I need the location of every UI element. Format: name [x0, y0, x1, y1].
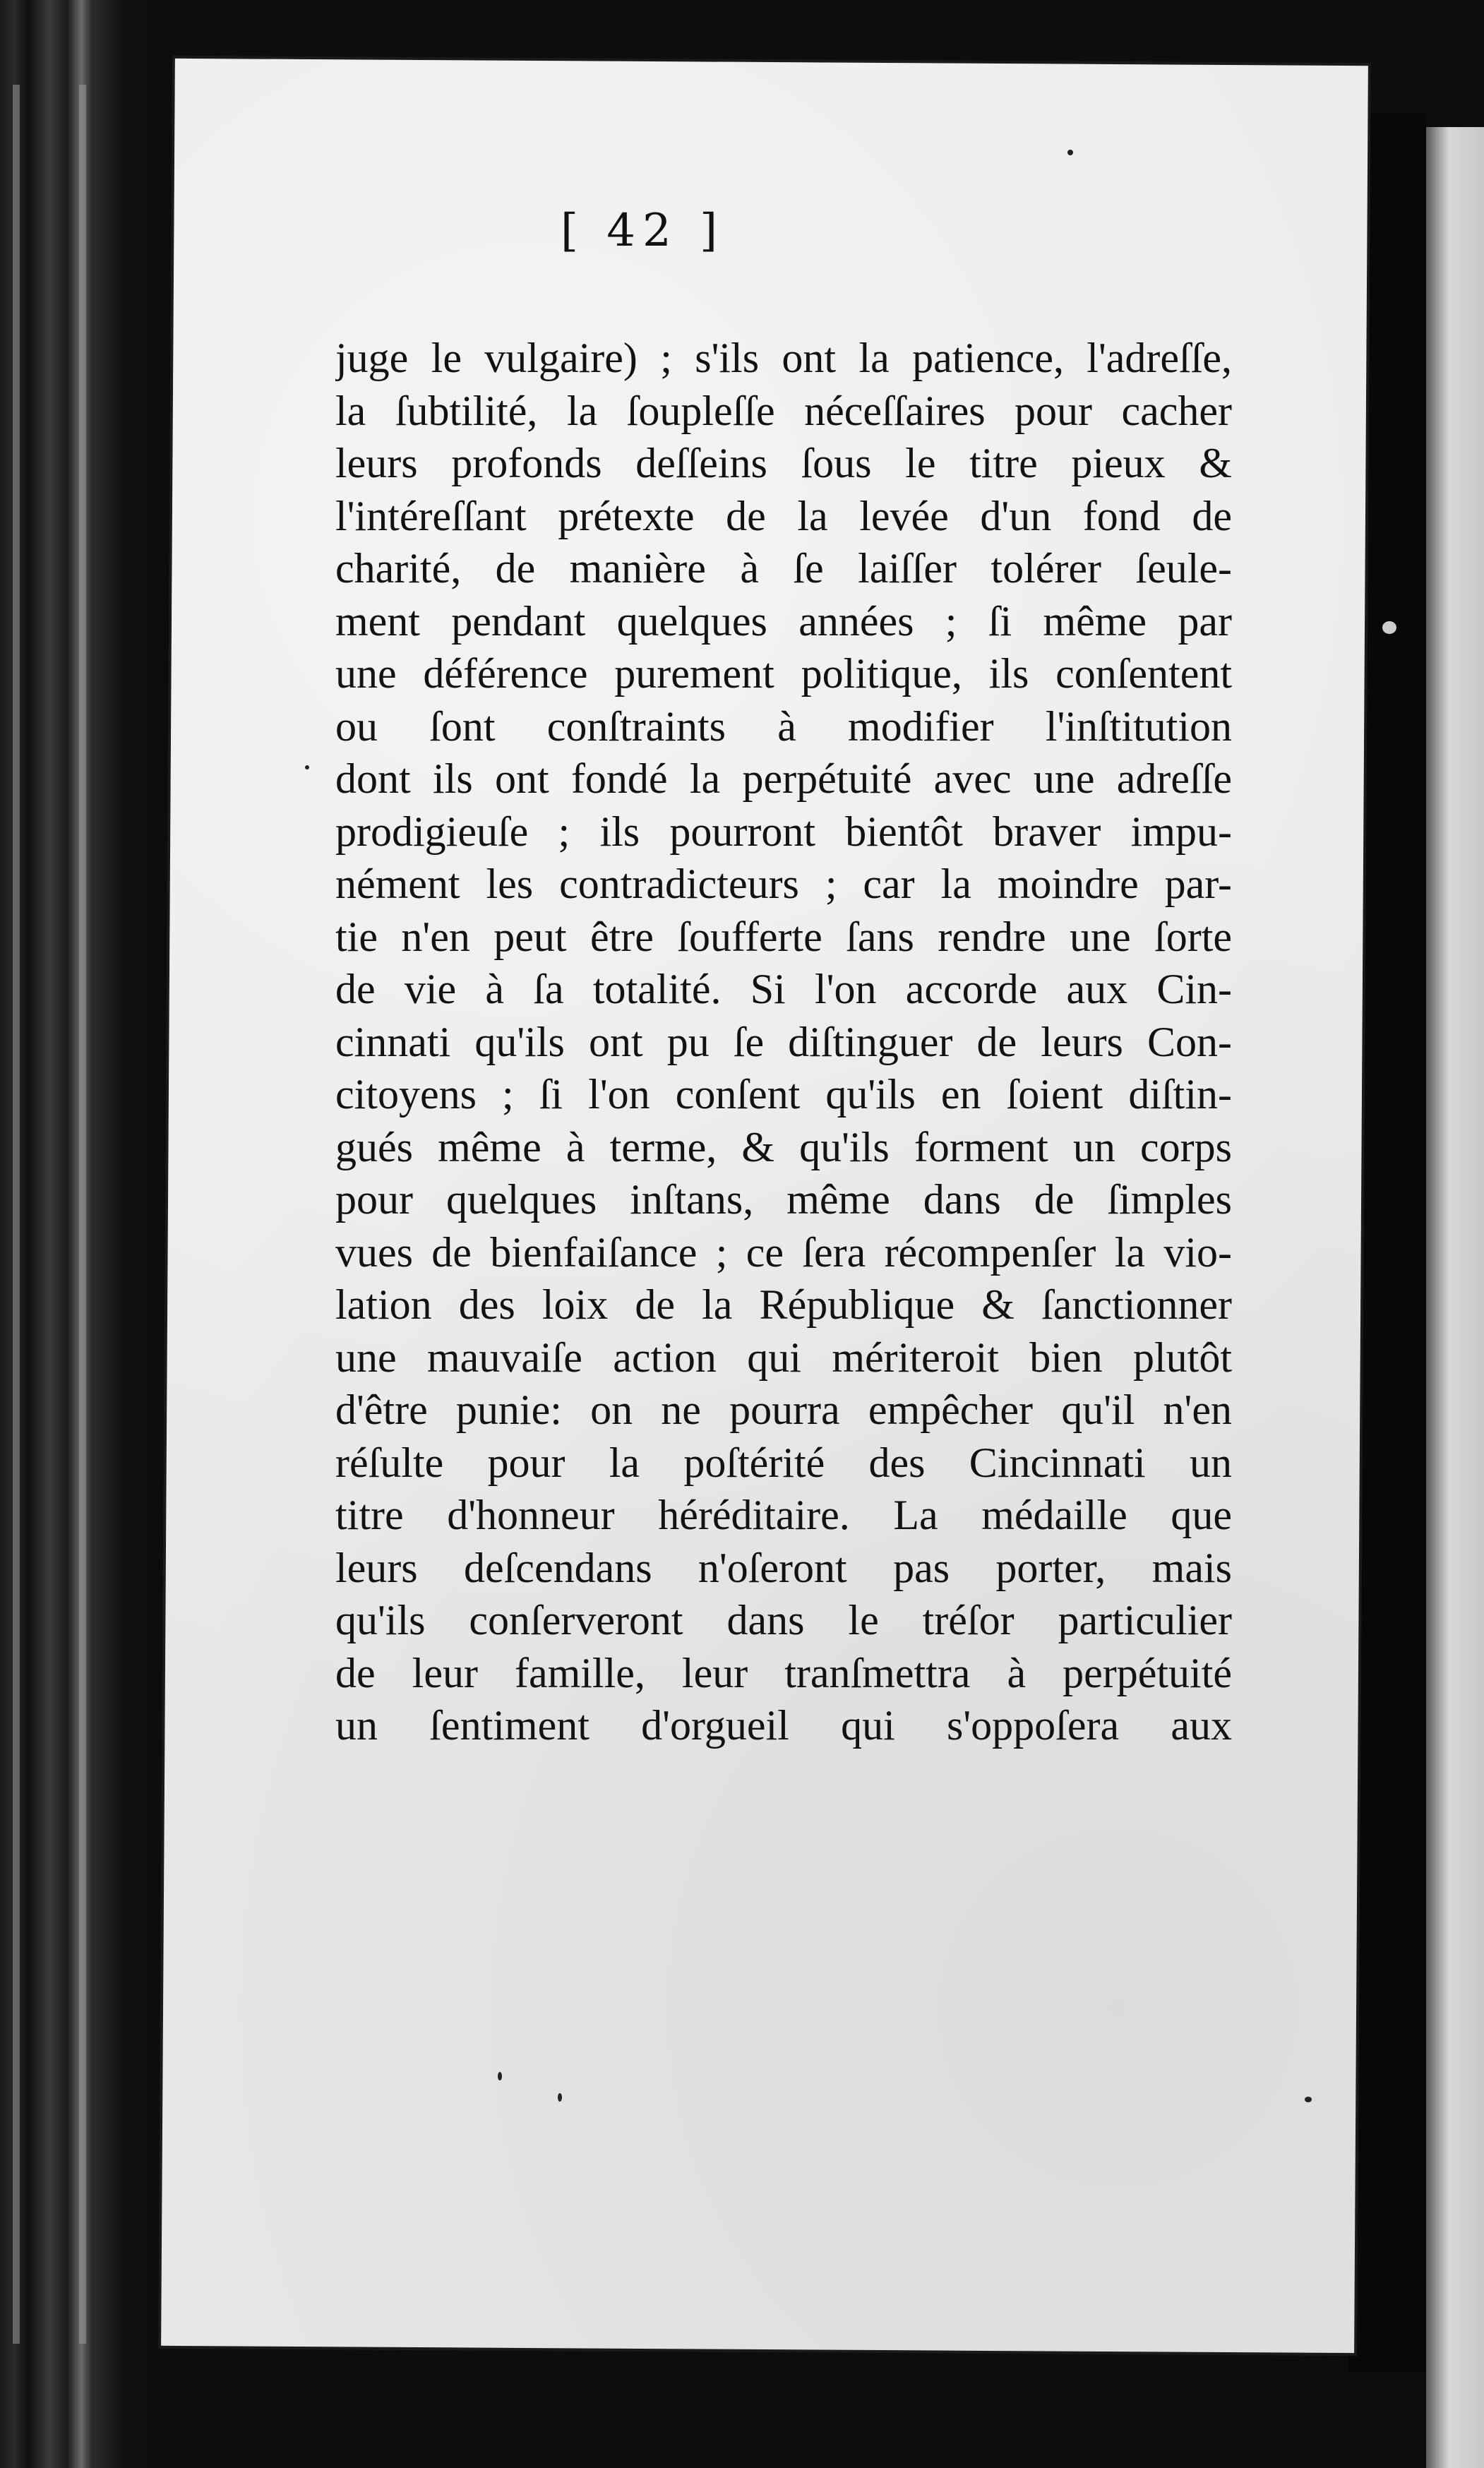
text-line: d'être punie: on ne pourra empêcher qu'il n'en	[335, 1386, 1232, 1433]
text-line: tie n'en peut être ſoufferte ſans rendre une ſorte	[335, 913, 1232, 960]
text-line: la ſubtilité, la ſoupleſſe néceſſaires pour cacher	[335, 387, 1232, 434]
binding-left-edge	[0, 0, 173, 2468]
text-line: gués même à terme, & qu'ils forment un corps	[335, 1123, 1232, 1170]
text-line: prodigieuſe ; ils pourront bientôt braver impu-	[335, 808, 1232, 855]
text-line: un ſentiment d'orgueil qui s'oppoſera aux	[335, 1702, 1232, 1749]
text-line: lation des loix de la République & ſanctionner	[335, 1281, 1232, 1328]
paper-speck	[305, 765, 309, 769]
paper-speck	[1305, 2097, 1312, 2102]
text-line: qu'ils conſerveront dans le tréſor particulier	[335, 1597, 1232, 1643]
paper-speck	[1067, 150, 1073, 155]
paper-speck	[1382, 621, 1396, 634]
text-line: citoyens ; ſi l'on conſent qu'ils en ſoient diſtin-	[335, 1071, 1232, 1118]
text-line: de leur famille, leur tranſmettra à perpétuité	[335, 1649, 1232, 1696]
text-line: charité, de manière à ſe laiſſer tolérer ſeule-	[335, 545, 1232, 592]
text-line: ment pendant quelques années ; ſi même par	[335, 597, 1232, 645]
text-line: ou ſont conſtraints à modifier l'inſtitution	[335, 702, 1232, 750]
adjacent-page-edge	[1426, 127, 1484, 2468]
paper-speck	[558, 2093, 562, 2102]
text-line: une mauvaiſe action qui mériteroit bien plutôt	[335, 1334, 1232, 1381]
text-line: leurs profonds deſſeins ſous le titre pieux &	[335, 440, 1232, 486]
page-number: [ 42 ]	[560, 205, 725, 257]
binding-line	[79, 85, 86, 2344]
text-line: titre d'honneur héréditaire. La médaille que	[335, 1492, 1232, 1538]
text-line: leurs deſcendans n'oſeront pas porter, mais	[335, 1544, 1232, 1591]
text-line: vues de bienfaiſance ; ce ſera récompenſer la vio-	[335, 1228, 1232, 1276]
text-line: cinnati qu'ils ont pu ſe diſtinguer de leurs Con-	[335, 1018, 1232, 1065]
text-line: une déférence purement politique, ils conſentent	[335, 650, 1232, 697]
text-line: dont ils ont fondé la perpétuité avec une adreſſe	[335, 755, 1232, 802]
text-line: pour quelques inſtans, même dans de ſimples	[335, 1176, 1232, 1223]
binding-line	[13, 85, 20, 2344]
paper-speck	[498, 2072, 502, 2080]
body-text	[335, 332, 1232, 1752]
text-line: nément les contradicteurs ; car la moindre par-	[335, 861, 1232, 907]
text-line: juge le vulgaire) ; s'ils ont la patience, l'adreſſe,	[335, 335, 1232, 381]
text-line: réſulte pour la poſtérité des Cincinnati un	[335, 1439, 1232, 1486]
text-line: de vie à ſa totalité. Si l'on accorde aux Cin-	[335, 966, 1232, 1012]
text-line: l'intéreſſant prétexte de la levée d'un fond de	[335, 492, 1232, 539]
